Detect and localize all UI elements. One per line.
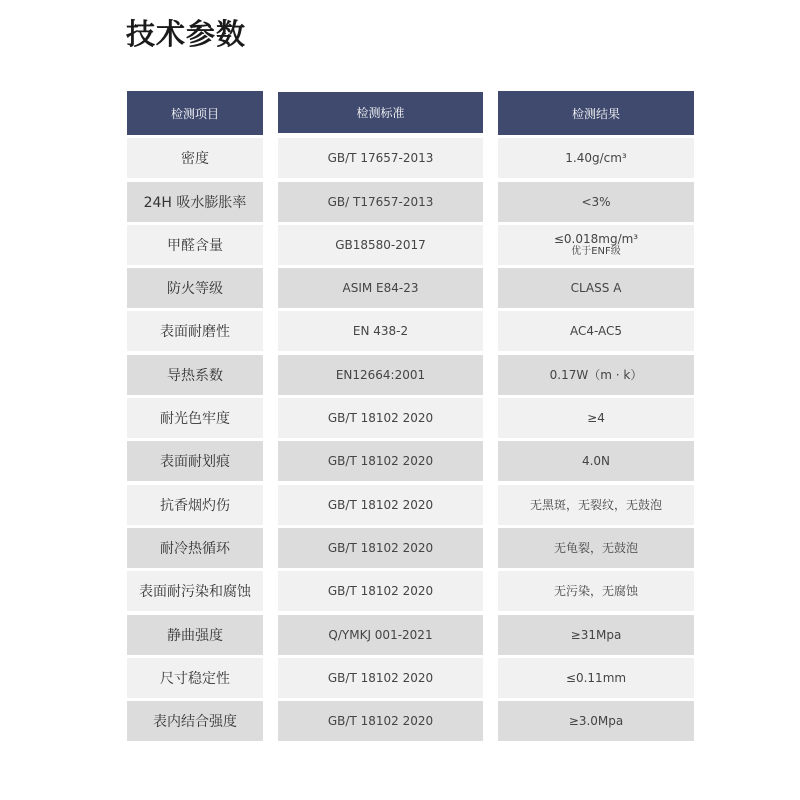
item-cell: 甲醛含量 (127, 225, 263, 265)
result-value: ≤0.11mm (565, 670, 627, 685)
result-cell (498, 225, 694, 265)
result-cell (498, 268, 694, 308)
result-value: 无污染，无腐蚀 (553, 584, 638, 599)
result-value: ≤0.018mg/m³ (553, 232, 639, 247)
standard-cell: GB/T 18102 2020 (278, 398, 483, 438)
result-value: 无黑斑，无裂纹，无鼓泡 (529, 497, 662, 512)
header-result: 检测结果 (498, 91, 694, 135)
standard-cell: ASIM E84-23 (278, 268, 483, 308)
item-cell: 耐光色牢度 (127, 398, 263, 438)
item-cell: 尺寸稳定性 (127, 658, 263, 698)
item-cell: 抗香烟灼伤 (127, 485, 263, 525)
result-value: ≥31Mpa (570, 627, 622, 642)
standard-cell: EN 438-2 (278, 311, 483, 351)
result-value: ≥3.0Mpa (568, 714, 624, 729)
result-cell (498, 485, 694, 525)
item-cell: 导热系数 (127, 355, 263, 395)
standard-cell: GB/T 18102 2020 (278, 441, 483, 481)
result-cell (498, 615, 694, 655)
item-cell: 静曲强度 (127, 615, 263, 655)
column-item (127, 91, 263, 741)
result-cell (498, 398, 694, 438)
header-item: 检测项目 (127, 91, 263, 135)
item-cell: 防火等级 (127, 268, 263, 308)
result-value: ≥4 (587, 411, 605, 426)
column-standard (278, 91, 483, 741)
standard-cell: GB/ T17657-2013 (278, 182, 483, 222)
item-cell: 表面耐污染和腐蚀 (127, 571, 263, 611)
result-value: 1.40g/cm³ (565, 151, 627, 166)
item-cell: 24H 吸水膨胀率 (127, 182, 263, 222)
item-cell: 表面耐划痕 (127, 441, 263, 481)
result-cell (498, 658, 694, 698)
item-cell: 表内结合强度 (127, 701, 263, 741)
column-result (498, 91, 694, 741)
result-value: AC4-AC5 (569, 324, 623, 339)
result-value: <3% (581, 194, 611, 209)
result-value: 4.0N (581, 454, 611, 469)
result-cell (498, 138, 694, 178)
result-value: 无龟裂，无鼓泡 (553, 540, 638, 555)
standard-cell: GB/T 18102 2020 (278, 701, 483, 741)
standard-cell: GB/T 17657-2013 (278, 138, 483, 178)
result-cell (498, 571, 694, 611)
standard-cell: GB18580-2017 (278, 225, 483, 265)
result-cell (498, 528, 694, 568)
result-cell (498, 311, 694, 351)
standard-cell: Q/YMKJ 001-2021 (278, 615, 483, 655)
item-cell: 耐冷热循环 (127, 528, 263, 568)
standard-cell: EN12664:2001 (278, 355, 483, 395)
result-note: 优于ENF级 (571, 246, 621, 258)
standard-cell: GB/T 18102 2020 (278, 485, 483, 525)
item-cell: 表面耐磨性 (127, 311, 263, 351)
page-title: 技术参数 (126, 17, 247, 51)
result-cell (498, 182, 694, 222)
standard-cell: GB/T 18102 2020 (278, 528, 483, 568)
result-cell (498, 355, 694, 395)
standard-cell: GB/T 18102 2020 (278, 658, 483, 698)
result-cell (498, 441, 694, 481)
standard-cell: GB/T 18102 2020 (278, 571, 483, 611)
item-cell: 密度 (127, 138, 263, 178)
result-value: CLASS A (570, 281, 622, 296)
result-value: 0.17W（m · k） (549, 367, 643, 382)
result-cell (498, 701, 694, 741)
header-standard: 检测标准 (278, 92, 483, 133)
